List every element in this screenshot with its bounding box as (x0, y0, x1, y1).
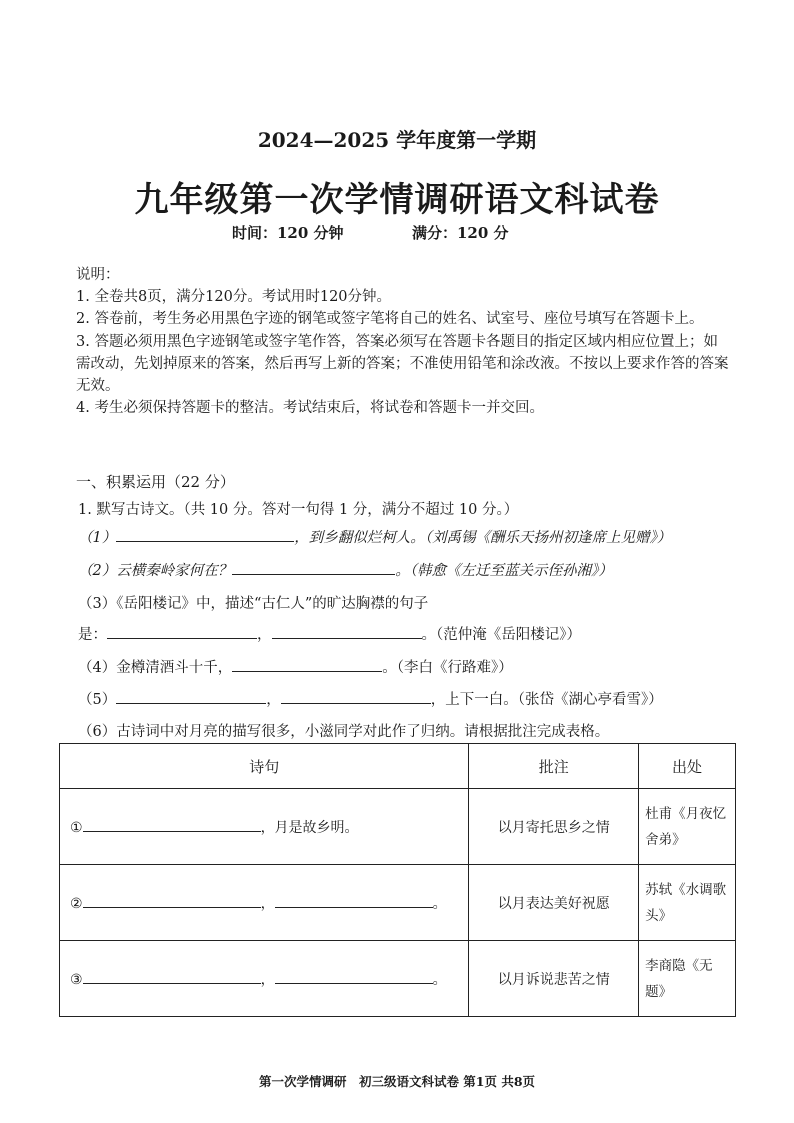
answer-blank[interactable] (232, 560, 395, 575)
column-header-source: 出处 (639, 744, 736, 789)
note-cell: 以月寄托思乡之情 (469, 789, 639, 865)
answer-blank[interactable] (116, 527, 294, 542)
exam-title: 九年级第一次学情调研语文科试卷 (134, 180, 660, 220)
question-1-3: （3）《岳阳楼记》中，描述“古仁人”的旷达胸襟的句子 (78, 596, 429, 612)
separator: ， (257, 627, 272, 643)
instructions-heading: 说明： (76, 267, 120, 283)
column-header-poem: 诗句 (60, 744, 469, 789)
source-cell: 杜甫《月夜忆舍弟》 (639, 789, 736, 865)
poem-cell (60, 789, 469, 865)
question-1-3-answer (78, 623, 581, 644)
section-title: 一、积累运用（22 分） (76, 473, 235, 491)
school-year: 2024—2025 学年度第一学期 (257, 128, 537, 152)
poem-text: 。 (432, 895, 447, 912)
row-number: ③ (70, 971, 83, 988)
question-number: （1） (78, 530, 117, 546)
table-row (60, 789, 736, 865)
answer-blank[interactable] (232, 657, 382, 672)
answer-blank[interactable] (272, 624, 422, 639)
question-source: ，上下一白。（张岱《湖心亭看雪》） (430, 692, 663, 708)
separator: ， (260, 971, 275, 988)
table-row (60, 941, 736, 1017)
page-footer: 第一次学情调研 初三级语文科试卷 第1页 共8页 (258, 1074, 536, 1089)
question-1-1 (78, 526, 671, 547)
poem-text: 。 (432, 971, 447, 988)
answer-blank[interactable] (281, 689, 431, 704)
answer-blank[interactable] (107, 624, 257, 639)
table-row (60, 865, 736, 941)
table-header-row (60, 744, 736, 789)
question-source: 。（范仲淹《岳阳楼记》） (421, 627, 581, 643)
answer-blank[interactable] (275, 969, 433, 984)
question-source: 。（李白《行路难》） (382, 660, 513, 676)
instruction-item: 2. 答卷前，考生务必用黑色字迹的钢笔或签字笔将自己的姓名、试室号、座位号填写在答题卡上。 (76, 311, 704, 328)
column-header-note: 批注 (469, 744, 639, 789)
answer-blank[interactable] (83, 893, 261, 908)
instructions (76, 264, 732, 419)
question-1-intro: 1. 默写古诗文。（共 10 分。答对一句得 1 分，满分不超过 10 分。） (78, 502, 519, 518)
question-number: （5） (78, 692, 117, 708)
question-source: 。（韩愈《左迁至蓝关示侄孙湘》） (395, 563, 613, 579)
answer-blank[interactable] (83, 817, 261, 832)
question-1-6: （6）古诗词中对月亮的描写很多，小滋同学对此作了归纳。请根据批注完成表格。 (78, 724, 610, 740)
separator: ， (260, 895, 275, 912)
exam-time: 时间：120 分钟 (232, 224, 344, 242)
moon-poem-table (59, 743, 736, 1017)
instruction-item: 3. 答题必须用黑色字迹钢笔或签字笔作答，答案必须写在答题卡各题目的指定区域内相应位置上；如需改动，先划掉原来的答案，然后再写上新的答案；不准使用铅笔和涂改液。不按以上要求作答的答案无效。 (76, 333, 729, 395)
question-text: （4）金樽清酒斗十千， (78, 660, 233, 676)
note-cell: 以月诉说悲苦之情 (469, 941, 639, 1017)
answer-blank[interactable] (275, 893, 433, 908)
source-cell: 李商隐《无题》 (639, 941, 736, 1017)
source-cell: 苏轼《水调歌头》 (639, 865, 736, 941)
row-number: ① (70, 819, 83, 836)
poem-cell (60, 941, 469, 1017)
poem-text: ，月是故乡明。 (260, 819, 359, 836)
separator: ， (266, 692, 281, 708)
question-text: 是： (78, 627, 107, 643)
row-number: ② (70, 895, 83, 912)
answer-blank[interactable] (116, 689, 266, 704)
question-text: ，到乡翻似烂柯人。（刘禹锡《酬乐天扬州初逢席上见赠》） (294, 530, 672, 546)
answer-blank[interactable] (83, 969, 261, 984)
question-1-4 (78, 656, 513, 677)
instruction-item: 1. 全卷共8页，满分120分。考试用时120分钟。 (76, 289, 392, 306)
exam-score: 满分：120 分 (412, 224, 509, 242)
instruction-item: 4. 考生必须保持答题卡的整洁。考试结束后，将试卷和答题卡一并交回。 (76, 400, 544, 417)
question-1-5 (78, 688, 663, 709)
question-text: （2）云横秦岭家何在？ (78, 563, 233, 579)
note-cell: 以月表达美好祝愿 (469, 865, 639, 941)
poem-cell (60, 865, 469, 941)
question-1-2 (78, 559, 613, 580)
